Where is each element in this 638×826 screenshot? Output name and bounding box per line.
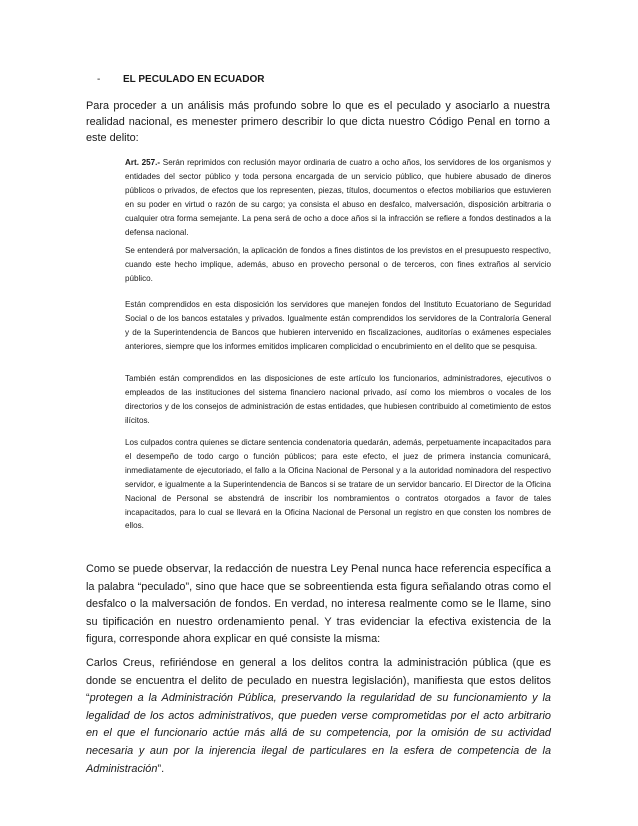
culpados-quote: Los culpados contra quienes se dictare sentencia condenatoria quedarán, además, perpetuamente incapacitados para el desempeño de todo cargo o función públicos; para este efecto, el juez de primera instancia comunicará, inmediatamente de ejecutoriado, el fallo a la Oficina Nacional de Personal y a la autoridad nominadora del respectivo servidor, e igualmente a la Superintendencia de Bancos si se tratare de un servidor bancario. El Director de la Oficina Nacional de Personal se abstendrá de inscribir los nombramientos o contratos otorgados a favor de tales incapacitados, para lo cual se llevará en la Oficina Nacional de Personal un registro en que consten los nombres de ellos. [125,438,551,531]
section-heading [97,74,265,85]
article-text: Serán reprimidos con reclusión mayor ordinaria de cuatro a ocho años, los servidores de los organismos y entidades del sector público y toda persona encargada de un servicio público, que hubiere abusado de dineros públicos o privados, de efectos que los representen, piezas, títulos, documentos o efectos mobiliarios que estuvieren en su poder en virtud o razón de su cargo; ya consista el abuso en desfalco, malversación, disposición arbitraria o cualquier otra forma semejante. La pena será de ocho a doce años si la infracción se refiere a fondos destinados a la defensa nacional. [125,158,551,237]
creus-tail: ”. [157,762,165,775]
creus-lead: Carlos Creus, refiriéndose en general a los delitos contra la administración pública (que es donde se encuentra el delito de peculado en nuestra legislación), manifiesta que estos delitos “ [86,657,551,705]
creus-paragraph [86,655,551,778]
heading-bullet: - [97,74,101,85]
creus-citation: protegen a la Administración Pública, preservando la regularidad de su funcionamiento y la legalidad de los actos administrativos, que pueden verse comprometidas por el acto arbitrario en el que el funcionario actúe más allá de su competencia, por la omisión de su actividad necesaria y aun por la injerencia ilegal de particulares en la esfera de competencia de la Administración [86,692,551,775]
comprendidos-quote: Están comprendidos en esta disposición los servidores que manejen fondos del Instituto Ecuatoriano de Seguridad Social o de los bancos estatales y privados. Igualmente están comprendidos los servidores de la Contraloría General y de la Superintendencia de Bancos que hubieren intervenido en fiscalizaciones, auditorías o exámenes especiales anteriores, siempre que los informes emitidos implicaren complicidad o encubrimiento en el delito que se pesquisa. [125,300,551,351]
observation-paragraph: Como se puede observar, la redacción de nuestra Ley Penal nunca hace referencia específica a la palabra “peculado”, sino que hace que se sobreentienda esta figura señalando otras como el desfalco o la malversación de fondos. En verdad, no interesa realmente como se le llame, sino su tipificación en nuestro ordenamiento penal. Y tras evidenciar la efectiva existencia de la figura, corresponde ahora explicar en qué consiste la misma: [86,563,551,646]
malversacion-quote: Se entenderá por malversación, la aplicación de fondos a fines distintos de los previstos en el presupuesto respectivo, cuando este hecho implique, además, abuso en provecho personal o de terceros, con fines extraños al servicio público. [125,246,551,283]
heading-text: EL PECULADO EN ECUADOR [123,74,265,85]
tambien-comprendidos-quote: También están comprendidos en las disposiciones de este artículo los funcionarios, administradores, ejecutivos o empleados de las instituciones del sistema financiero nacional privado, así como los miembros o vocales de los directorios y de los consejos de administración de estas entidades, que hubiesen contribuido al cometimiento de estos ilícitos. [125,374,551,425]
intro-paragraph: Para proceder a un análisis más profundo sobre lo que es el peculado y asociarlo a nuestra realidad nacional, es menester primero describir lo que dicta nuestro Código Penal en torno a este delito: [86,100,550,145]
article-label: Art. 257.- [125,158,161,167]
article-257-quote [125,156,551,239]
